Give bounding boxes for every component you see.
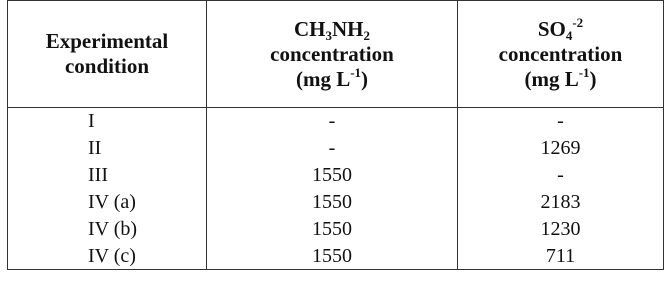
ch3nh2-cell: 1550: [312, 191, 352, 213]
so4-cell: 1269: [540, 137, 581, 159]
condition-cell: IV (a): [88, 191, 136, 213]
formula-text: NH: [332, 16, 364, 41]
unit-text: ): [361, 66, 369, 91]
unit-text: (mg L: [295, 66, 351, 91]
header-experimental-condition: [8, 1, 206, 107]
superscript: -2: [572, 14, 584, 30]
condition-cell: III: [88, 164, 108, 186]
so4-cell: -: [557, 110, 564, 132]
unit-text: (mg L: [524, 66, 579, 91]
condition-cell: IV (c): [88, 245, 136, 267]
header-line: condition: [64, 54, 150, 78]
table-row: [8, 162, 663, 189]
header-ch3nh2-concentration: [207, 1, 457, 107]
table-row: [8, 216, 663, 243]
header-line: Experimental: [45, 29, 169, 53]
condition-cell: I: [88, 110, 95, 132]
table-row: [8, 108, 663, 135]
subscript: 4: [565, 27, 573, 43]
subscript: 2: [363, 27, 370, 43]
header-line: concentration: [498, 41, 623, 66]
ch3nh2-cell: 1550: [312, 164, 352, 186]
so4-cell: 711: [545, 245, 576, 267]
table-row: [8, 189, 663, 216]
ch3nh2-cell: 1550: [312, 218, 352, 240]
header-line: [294, 17, 370, 42]
table-row: [8, 243, 663, 270]
table-row: [8, 135, 663, 162]
ch3nh2-cell: -: [328, 137, 336, 159]
formula-text: CH: [294, 16, 326, 41]
header-so4-concentration: [458, 1, 663, 107]
ch3nh2-cell: -: [328, 110, 336, 132]
data-table: [7, 0, 664, 270]
condition-cell: II: [88, 137, 102, 159]
subscript: 3: [325, 27, 332, 43]
header-line: concentration: [270, 41, 394, 66]
superscript: -1: [350, 64, 362, 80]
unit-text: ): [589, 66, 597, 91]
so4-cell: -: [557, 164, 564, 186]
so4-cell: 1230: [540, 218, 581, 240]
header-line: [524, 64, 597, 92]
so4-cell: 2183: [540, 191, 581, 213]
header-line: [537, 14, 584, 43]
superscript: -1: [578, 64, 590, 80]
ch3nh2-cell: 1550: [312, 245, 352, 267]
condition-cell: IV (b): [88, 218, 138, 240]
formula-text: SO: [537, 16, 566, 41]
header-line: [295, 64, 369, 92]
